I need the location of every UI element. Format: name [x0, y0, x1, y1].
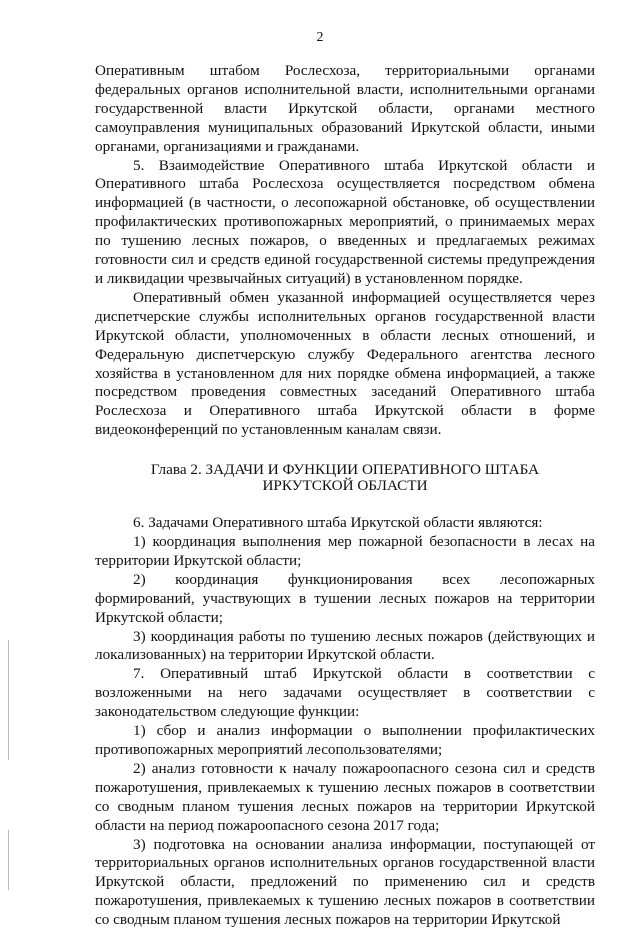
paragraph: Оперативный обмен указанной информацией осуществляется через диспетчерские службы исполнительных органов государственной власти Иркутской области, уполномоченных в области лесных отношений, и Федеральную диспетчерскую службу Федерального агентства лесного хозяйства в установленном для них порядке обмена информацией, а также посредством проведения совместных заседаний Оперативного штаба Рослесхоза и Оперативного штаба Иркутской области в форме видеоконференций по установленным каналам связи. — [95, 288, 595, 439]
page-number: 2 — [316, 30, 324, 45]
document-body — [95, 62, 595, 930]
scan-edge-mark — [8, 830, 9, 890]
list-item: 3) координация работы по тушению лесных пожаров (действующих и локализованных) на территории Иркутской области. — [95, 627, 595, 664]
paragraph: 6. Задачами Оперативного штаба Иркутской области являются: — [133, 514, 543, 532]
chapter-heading-line: Глава 2. ЗАДАЧИ И ФУНКЦИИ ОПЕРАТИВНОГО ШТАБА — [150, 461, 540, 479]
paragraph: Оперативным штабом Рослесхоза, территориальными органами федеральных органов исполнительной власти, исполнительными органами государственной власти Иркутской области, органами местного самоуправления муниципальных образований Иркутской области, иными органами, организациями и гражданами. — [95, 62, 595, 155]
list-item: 1) координация выполнения мер пожарной безопасности в лесах на территории Иркутской области; — [95, 533, 595, 569]
list-item: 2) координация функционирования всех лесопожарных формирований, участвующих в тушении лесных пожаров на территории Иркутской области; — [95, 570, 595, 626]
list-item: 1) сбор и анализ информации о выполнении профилактических противопожарных мероприятий лесопользователями; — [95, 722, 595, 758]
chapter-heading-line: ИРКУТСКОЙ ОБЛАСТИ — [262, 477, 428, 495]
chapter-heading — [95, 462, 595, 494]
paragraph: 7. Оперативный штаб Иркутской области в соответствии с возложенными на него задачами осуществляет в соответствии с законодательством следующие функции: — [95, 665, 595, 721]
list-item: 2) анализ готовности к началу пожароопасного сезона сил и средств пожаротушения, привлекаемых к тушению лесных пожаров в соответствии со сводным планом тушения лесных пожаров на территории Иркутской области на период пожароопасного сезона 2017 года; — [95, 759, 595, 834]
list-item: 3) подготовка на основании анализа информации, поступающей от территориальных органов исполнительных органов государственной власти Иркутской области, предложений по применению сил и средств пожаротушения, привлекаемых к тушению лесных пожаров в соответствии со сводным планом тушения лесных пожаров на территории Иркутской — [95, 835, 595, 929]
scan-edge-mark — [8, 640, 9, 760]
paragraph: 5. Взаимодействие Оперативного штаба Иркутской области и Оперативного штаба Рослесхоза осуществляется посредством обмена информацией (в частности, о лесопожарной обстановке, об осуществлении профилактических противопожарных мероприятий, о принимаемых мерах по тушению лесных пожаров, о введенных и предлагаемых режимах готовности сил и средств единой государственной системы предупреждения и ликвидации чрезвычайных ситуаций) в установленном порядке. — [95, 156, 595, 287]
